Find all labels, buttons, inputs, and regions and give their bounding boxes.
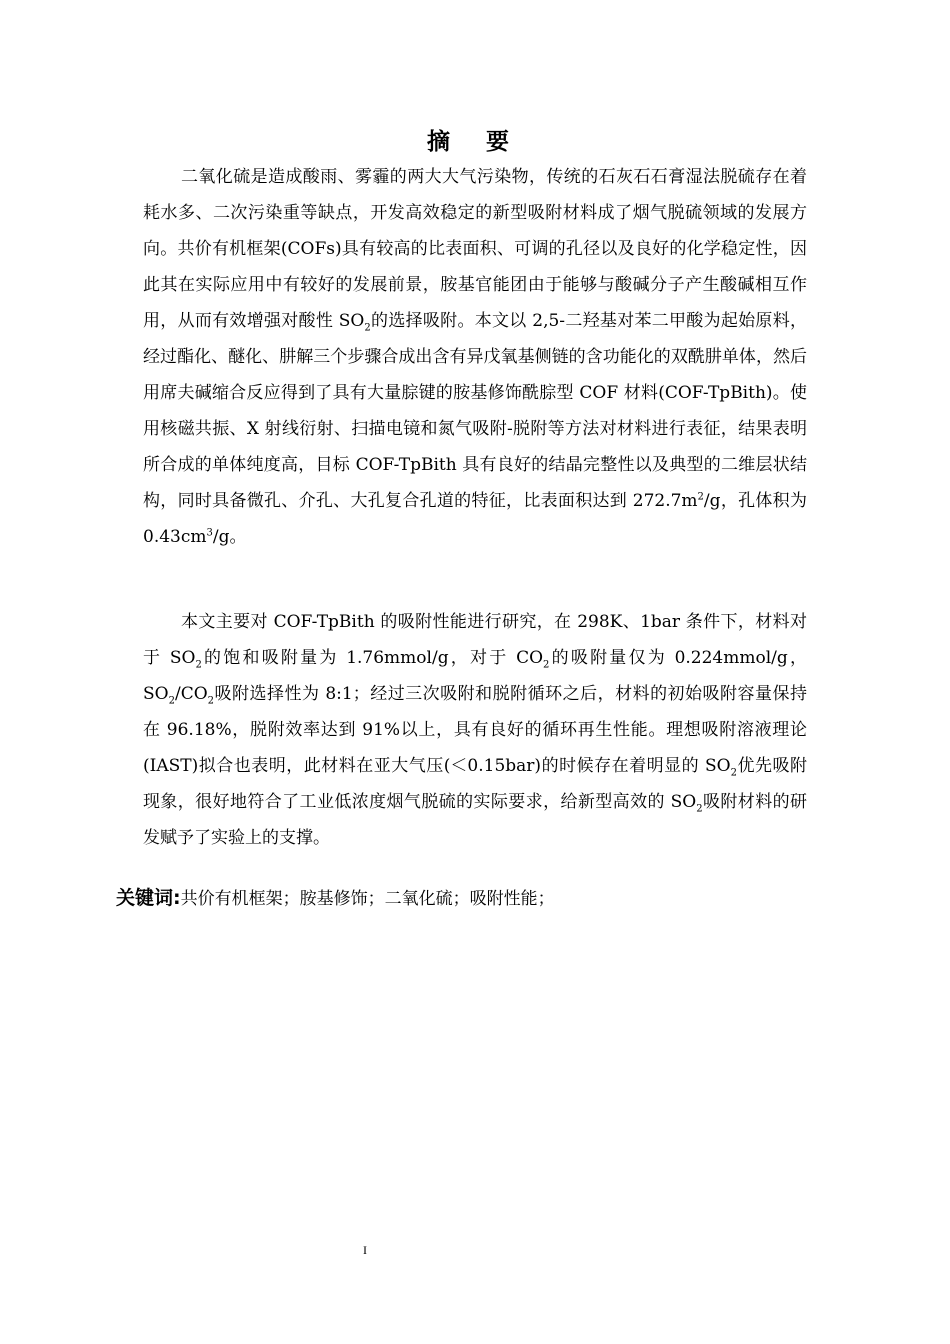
- abstract-paragraph-2: [143, 604, 807, 856]
- text-segment: /g。: [212, 527, 247, 547]
- subscript: 2: [543, 659, 550, 671]
- subscript: 2: [730, 767, 737, 779]
- superscript: 3: [206, 527, 213, 539]
- text-segment: 优先吸附现象，很好地符合了工业低浓度烟气脱硫的实际要求，给新型高效的 SO: [143, 756, 808, 812]
- subscript: 2: [195, 659, 202, 671]
- text-segment: 的饱和吸附量为 1.76mmol/g，对于 CO: [201, 648, 544, 668]
- text-segment: /CO: [174, 684, 208, 704]
- subscript: 2: [696, 803, 703, 815]
- page-number: I: [363, 1243, 367, 1257]
- subscript: 2: [168, 695, 175, 707]
- text-segment: /g，孔体积为 0.43cm: [143, 491, 807, 547]
- text-segment: 吸附选择性为 8:1；经过三次吸附和脱附循环之后，材料的初始吸附容量保持在 96.18%，脱附效率达到 91%以上，具有良好的循环再生性能。理想吸附溶液理论(IAST)拟合也表明，此材料在亚大气压(＜0.15bar)的时候存在着明显的 SO: [143, 684, 807, 776]
- superscript: 2: [697, 491, 704, 503]
- text-segment: 二氧化硫是造成酸雨、雾霾的两大大气污染物，传统的石灰石石膏湿法脱硫存在着耗水多、二次污染重等缺点，开发高效稳定的新型吸附材料成了烟气脱硫领域的发展方向。共价有机框架(COFs)具有较高的比表面积、可调的孔径以及良好的化学稳定性，因此其在实际应用中有较好的发展前景，胺基官能团由于能够与酸碱分子产生酸碱相互作用，从而有效增强对酸性 SO: [143, 167, 807, 331]
- keywords-line: [116, 880, 816, 917]
- subscript: 2: [364, 322, 371, 334]
- text-segment: 的选择吸附。本文以 2,5-二羟基对苯二甲酸为起始原料，经过酯化、醚化、肼解三个步骤合成出含有异戊氧基侧链的含功能化的双酰肼单体，然后用席夫碱缩合反应得到了具有大量腙键的胺基修饰酰腙型 COF 材料(COF-TpBith)。使用核磁共振、X 射线衍射、扫描电镜和氮气吸附-脱附等方法对材料进行表征，结果表明所合成的单体纯度高，目标 COF-TpBith 具有良好的结晶完整性以及典型的二维层状结构，同时具备微孔、介孔、大孔复合孔道的特征，比表面积达到 272.7m: [143, 311, 807, 511]
- keywords-text: 共价有机框架；胺基修饰；二氧化硫；吸附性能；: [180, 889, 555, 909]
- text-segment: 本文主要对 COF-TpBith 的吸附性能进行研究，在 298K、1bar 条件下，材料对于 SO: [143, 612, 807, 668]
- text-segment: 的吸附量仅为 0.224mmol/g，SO: [143, 648, 807, 704]
- subscript: 2: [207, 695, 215, 707]
- keywords-label: 关键词:: [116, 887, 181, 909]
- abstract-paragraph-1: [143, 159, 807, 555]
- text-segment: 吸附材料的研发赋予了实验上的支撑。: [143, 792, 807, 848]
- page-title: 摘 要: [426, 129, 523, 155]
